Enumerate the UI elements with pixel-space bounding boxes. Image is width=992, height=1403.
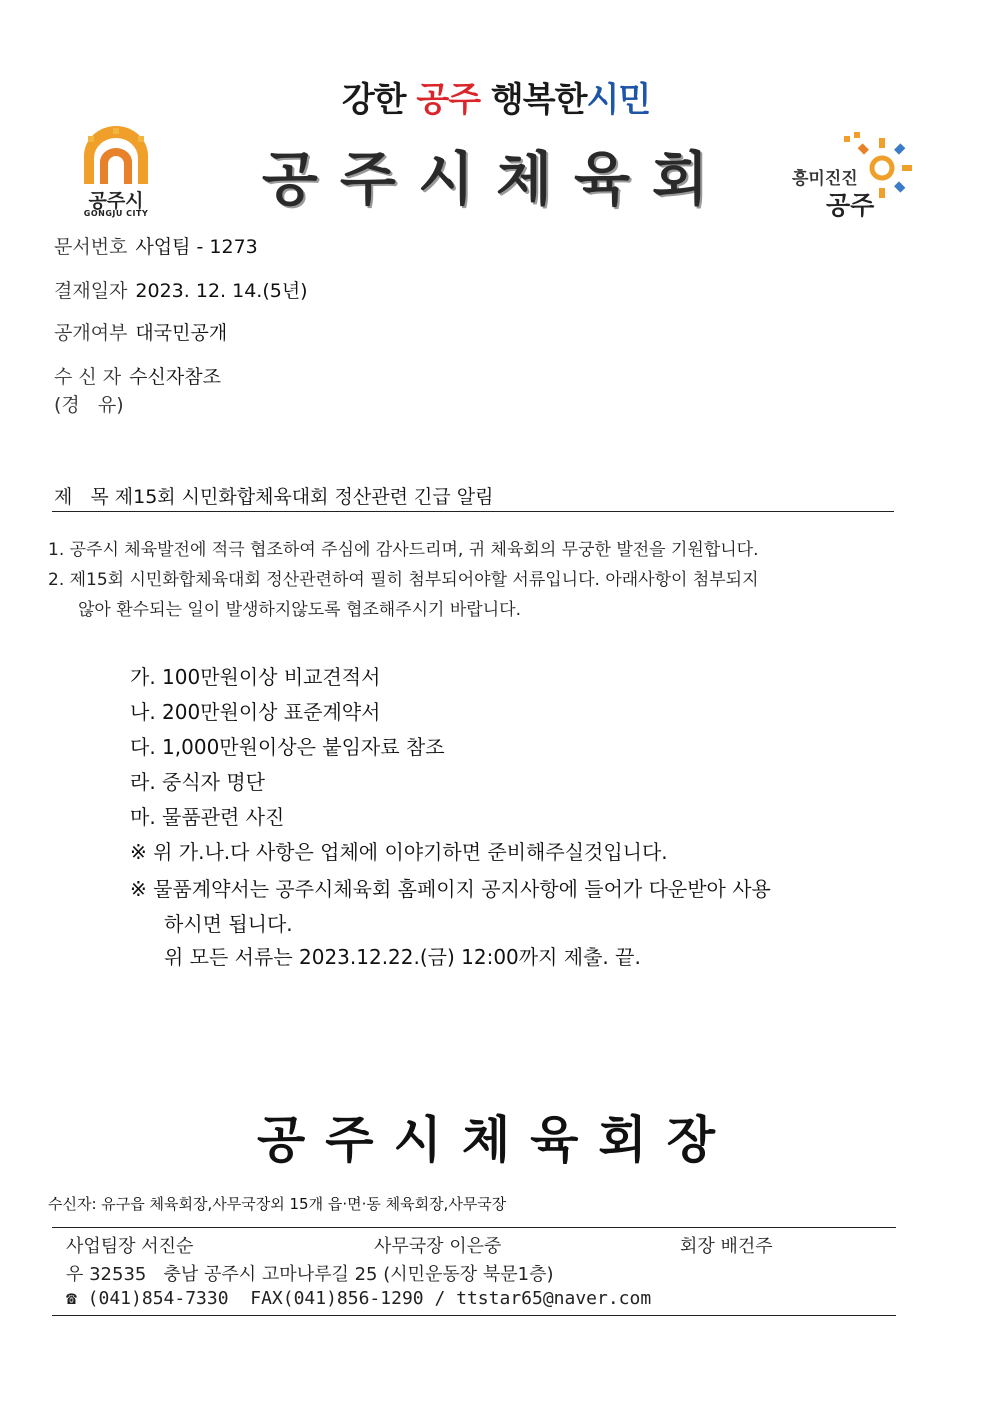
signature-president: 회장 배건주	[680, 1236, 773, 1257]
meta-approval-date	[54, 280, 308, 302]
doc-number-value: 사업팀 - 1273	[135, 236, 258, 258]
contact-line: ☎ (041)854-7330 FAX(041)856-1290 / ttstar65@naver.com	[66, 1288, 652, 1309]
paragraph-2-line-1: 2. 제15회 시민화합체육대회 정산관련하여 필히 첨부되어야할 서류입니다. 아래사항이 첨부되지	[48, 570, 759, 590]
subject	[54, 482, 493, 509]
paragraph-2-line-2: 않아 환수되는 일이 발생하지않도록 협조해주시기 바랍니다.	[78, 600, 521, 620]
slogan-part-1: 강한	[341, 80, 406, 120]
signature-secretary: 사무국장 이은중	[374, 1236, 502, 1257]
divider	[52, 511, 894, 512]
list-item: 다. 1,000만원이상은 붙임자료 참조	[130, 735, 445, 759]
recipient-value: 수신자참조	[129, 366, 221, 388]
divider	[52, 1315, 896, 1316]
subject-text: 제15회 시민화합체육대회 정산관련 긴급 알림	[114, 486, 494, 508]
subject-label: 제 목	[54, 486, 115, 508]
recipients-line: 수신자: 유구읍 체육회장,사무국장외 15개 읍·면·동 체육회장,사무국장	[48, 1195, 507, 1213]
slogan-part-4: 시민	[586, 80, 651, 120]
divider	[52, 1227, 896, 1228]
logo-right-text-1: 흥미진진	[792, 169, 858, 189]
note-2-line-1: ※ 물품계약서는 공주시체육회 홈페이지 공지사항에 들어가 다운받아 사용	[130, 877, 771, 901]
disclosure-label: 공개여부	[54, 322, 128, 344]
signature-team-leader: 사업팀장 서진순	[66, 1236, 194, 1257]
note-2-line-2: 하시면 됩니다.	[164, 912, 293, 936]
meta-disclosure	[54, 322, 227, 344]
list-item: 가. 100만원이상 비교견적서	[130, 665, 381, 689]
logo-left-text: 공주시	[88, 190, 144, 212]
recipient-label: 수 신 자	[54, 366, 122, 388]
note-1: ※ 위 가.나.다 사항은 업체에 이야기하면 준비해주실것입니다.	[130, 840, 668, 864]
disclosure-value: 대국민공개	[135, 322, 228, 344]
logo-right-text-2: 공주	[826, 191, 875, 220]
list-item: 마. 물품관련 사진	[130, 805, 285, 829]
slogan-part-3: 행복한	[490, 80, 587, 120]
slogan	[0, 72, 992, 121]
meta-doc-number	[54, 236, 258, 258]
paragraph-2	[48, 565, 948, 625]
meta-recipient	[54, 366, 221, 388]
signer-title: 공주시체육회장	[256, 1111, 736, 1169]
slogan-part-2: 공주	[416, 80, 481, 120]
note-2	[130, 872, 942, 942]
logo-left-subtext: GONGJU CITY	[83, 209, 149, 218]
list-item: 나. 200만원이상 표준계약서	[130, 700, 381, 724]
approval-date-label: 결재일자	[54, 280, 128, 302]
paragraph-1: 1. 공주시 체육발전에 적극 협조하여 주심에 감사드리며, 귀 체육회의 무궁한 발전을 기원합니다.	[48, 540, 759, 560]
doc-number-label: 문서번호	[54, 236, 128, 258]
org-title: 공주시체육회	[261, 145, 731, 213]
approval-date-value: 2023. 12. 14.(5년)	[135, 280, 308, 302]
list-item: 라. 중식자 명단	[130, 770, 265, 794]
address-line: 우 32535 충남 공주시 고마나루길 25 (시민운동장 북문1층)	[66, 1264, 554, 1285]
meta-via	[54, 394, 124, 416]
deadline-note: 위 모든 서류는 2023.12.22.(금) 12:00까지 제출. 끝.	[164, 945, 641, 969]
via-label: (경 유)	[54, 394, 124, 416]
